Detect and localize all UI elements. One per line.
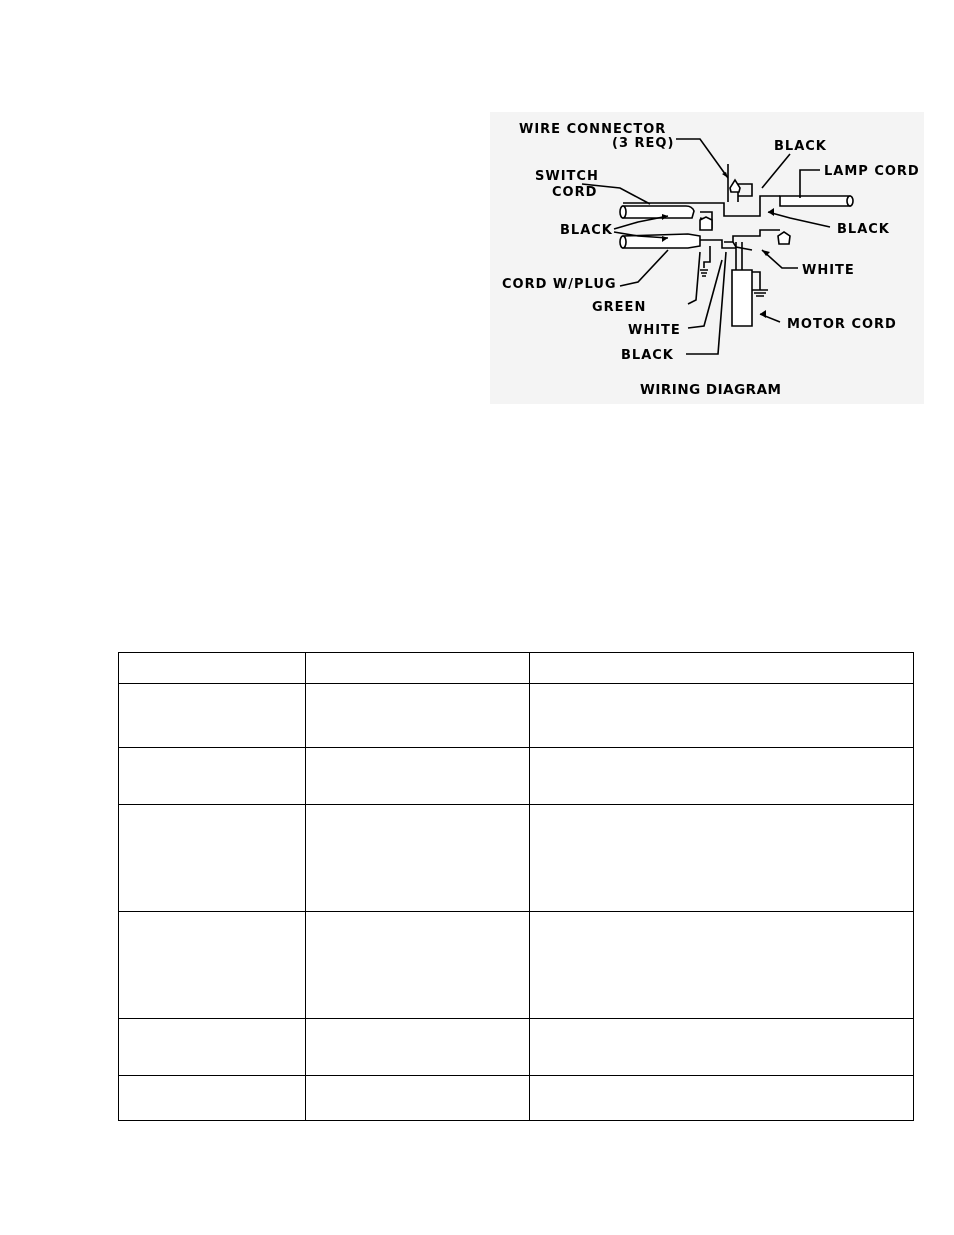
wiring-diagram xyxy=(490,112,924,404)
wire-connector-left xyxy=(700,217,712,230)
table-cell xyxy=(306,684,530,748)
motor-cord xyxy=(732,270,752,326)
label-green: GREEN xyxy=(592,300,647,315)
wire-connector-right xyxy=(778,232,790,244)
wire-connector-top xyxy=(730,180,740,192)
table-cell xyxy=(119,1019,306,1076)
table-row xyxy=(119,653,914,684)
table-cell xyxy=(119,1076,306,1121)
label-switch: SWITCH xyxy=(535,169,599,184)
label-black-top: BLACK xyxy=(774,139,827,154)
switch-cord-end xyxy=(620,206,626,218)
table-cell xyxy=(306,653,530,684)
table-cell xyxy=(306,1019,530,1076)
label-motor-cord: MOTOR CORD xyxy=(787,317,897,332)
table-cell xyxy=(119,805,306,912)
table-row xyxy=(119,1019,914,1076)
label-black-bottom: BLACK xyxy=(621,348,674,363)
table-cell xyxy=(306,1076,530,1121)
table-cell xyxy=(530,653,914,684)
table-cell xyxy=(306,748,530,805)
diagram-title: WIRING DIAGRAM xyxy=(640,382,782,398)
table-cell xyxy=(530,805,914,912)
label-black-right: BLACK xyxy=(837,222,890,237)
label-wire-connector: WIRE CONNECTOR xyxy=(519,122,667,137)
label-cord: CORD xyxy=(552,185,598,200)
table-cell xyxy=(119,684,306,748)
plug-cord-end xyxy=(620,236,626,248)
label-lamp-cord: LAMP CORD xyxy=(824,164,920,179)
table-cell xyxy=(530,912,914,1019)
label-cord-w-plug: CORD W/PLUG xyxy=(502,277,617,292)
table-row xyxy=(119,748,914,805)
table-cell xyxy=(530,1076,914,1121)
table-row xyxy=(119,684,914,748)
wiring-diagram-figure xyxy=(490,112,924,404)
switch-cord-wire xyxy=(623,206,694,218)
label-wire-connector-qty: (3 REQ) xyxy=(612,136,675,151)
table-cell xyxy=(306,805,530,912)
lamp-cord-end xyxy=(847,196,853,206)
troubleshooting-table xyxy=(118,652,914,1121)
lamp-cord xyxy=(780,196,850,206)
table-cell xyxy=(306,912,530,1019)
label-black-left: BLACK xyxy=(560,223,613,238)
table-row xyxy=(119,912,914,1019)
table-cell xyxy=(119,748,306,805)
table-cell xyxy=(530,748,914,805)
label-white-right: WHITE xyxy=(802,263,855,278)
table-cell xyxy=(530,684,914,748)
table-row xyxy=(119,805,914,912)
table-cell xyxy=(119,653,306,684)
table-cell xyxy=(530,1019,914,1076)
label-white-bottom: WHITE xyxy=(628,323,681,338)
table-row xyxy=(119,1076,914,1121)
table-cell xyxy=(119,912,306,1019)
